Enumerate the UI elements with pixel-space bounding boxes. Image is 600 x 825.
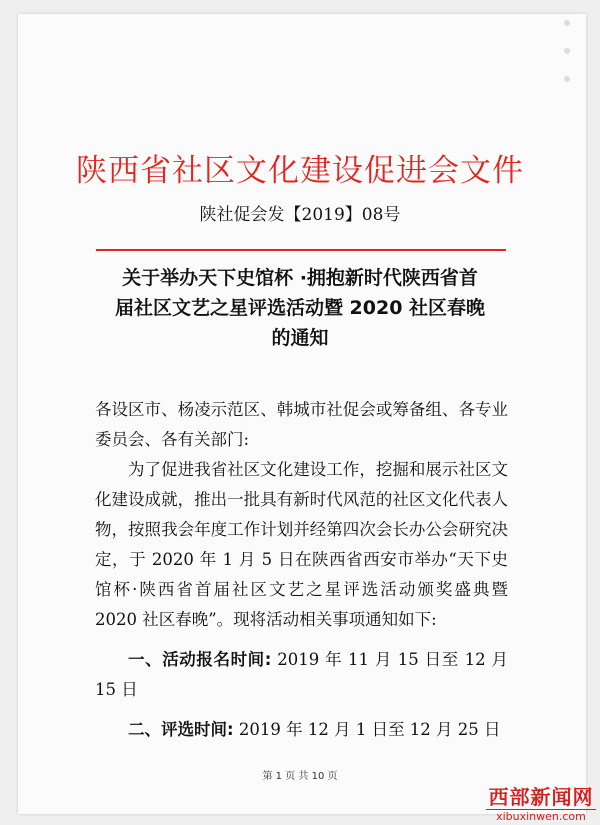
item-value: 2019 年 12 月 1 日至 12 月 25 日 xyxy=(233,720,501,739)
item-value: 2019 年 11 月 15 日至 12 月 15 日 xyxy=(95,650,508,699)
addressee: 各设区市、杨凌示范区、韩城市社促会或筹备组、各专业委员会、各有关部门: xyxy=(95,400,508,449)
document-number: 陕社促会发【2019】08号 xyxy=(199,205,401,225)
page-footer: 第 1 页 共 10 页 xyxy=(262,771,338,782)
notice-title xyxy=(100,263,500,353)
binding-hole xyxy=(564,76,570,82)
body-paragraph: 为了促进我省社区文化建设工作，挖掘和展示社区文化建设成就，推出一批具有新时代风范的社区文化代表人物，按照我会年度工作计划并经第四次会长办公会研究决定，于 2020 年 1 月 5 日在陕西省西安市举办“天下史馆杯·陕西省首届社区文艺之星评选活动颁奖盛典暨 2020 社区春晚”。现将活动相关事项通知如下: xyxy=(95,460,508,629)
organization-header-title: 陕西省社区文化建设促进会文件 xyxy=(76,153,524,189)
watermark-site-url: xibuxinwen.com xyxy=(486,809,596,823)
red-divider-line xyxy=(96,249,506,251)
item-label: 二、评选时间: xyxy=(128,720,234,739)
item-label: 一、活动报名时间: xyxy=(128,650,272,669)
notice-title-line: 关于举办天下史馆杯 ·拥抱新时代陕西省首 xyxy=(122,267,478,289)
site-watermark xyxy=(486,785,596,823)
binding-hole xyxy=(564,20,570,26)
binding-holes xyxy=(564,20,574,104)
watermark-site-name: 西部新闻网 xyxy=(488,785,594,809)
item-registration-time xyxy=(95,645,508,705)
binding-hole xyxy=(564,48,570,54)
item-selection-time xyxy=(95,715,508,745)
notice-title-line: 届社区文艺之星评选活动暨 2020 社区春晚 xyxy=(114,297,486,319)
notice-body xyxy=(95,395,508,745)
notice-title-line: 的通知 xyxy=(271,327,329,349)
